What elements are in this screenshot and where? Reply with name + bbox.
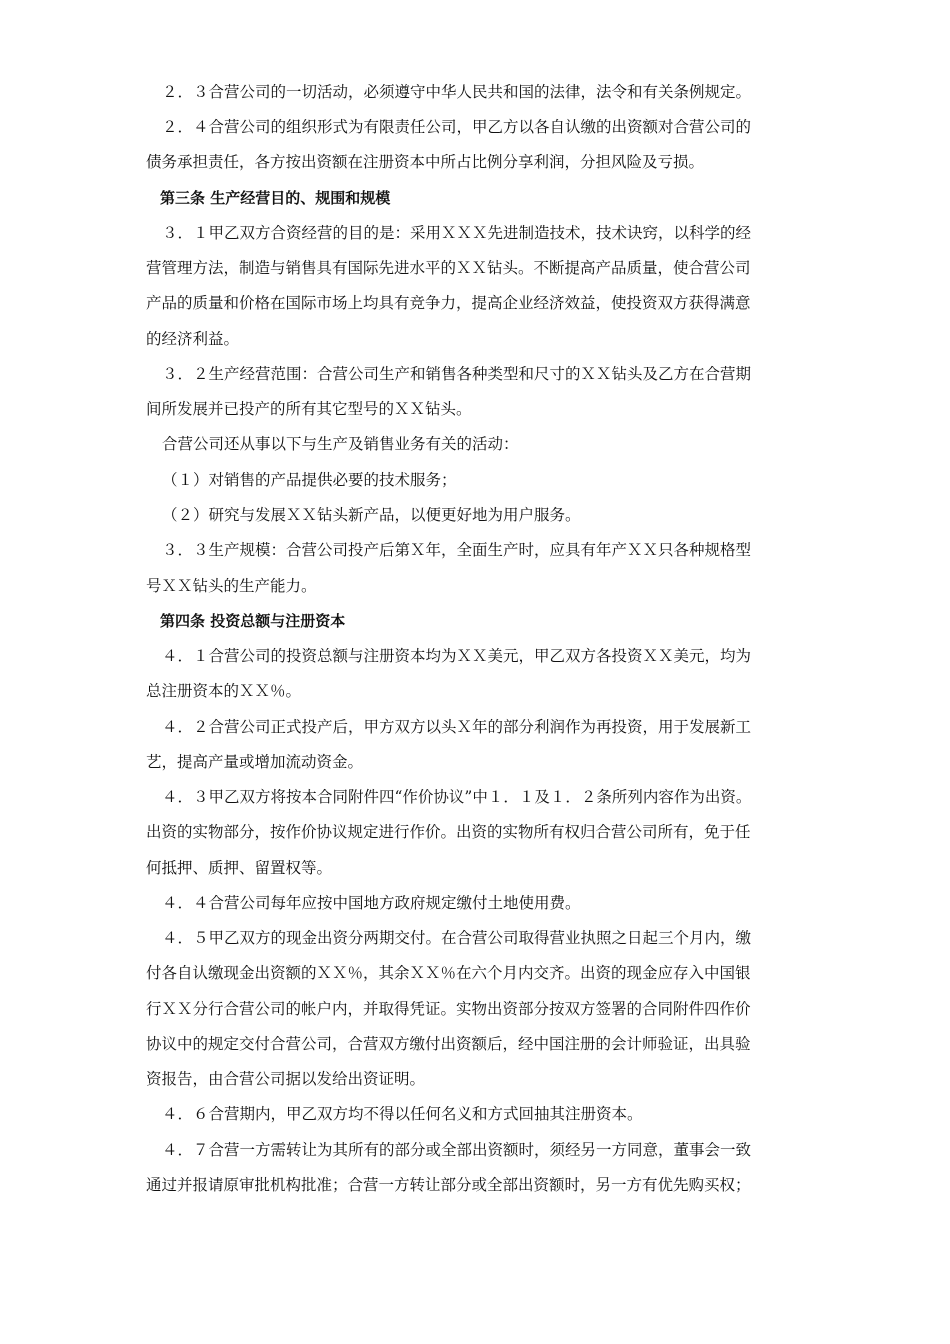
paragraph-4-6-line-1: ４．６合营期内，甲乙双方均不得以任何名义和方式回抽其注册资本。 <box>162 1105 643 1123</box>
paragraph-4-3-line-1: ４．３甲乙双方将按本合同附件四“作价协议”中１．１及１．２条所列内容作为出资。 <box>162 788 752 806</box>
paragraph-3-1-line-2: 营管理方法，制造与销售具有国际先进水平的ＸＸ钻头。不断提高产品质量，使合营公司 <box>146 259 751 277</box>
paragraph-3-1-line-4: 的经济利益。 <box>146 330 240 348</box>
paragraph-4-2-line-1: ４．２合营公司正式投产后，甲方双方以头Ｘ年的部分利润作为再投资，用于发展新工 <box>162 718 752 736</box>
paragraph-4-5-line-2: 付各自认缴现金出资额的ＸＸ％，其余ＸＸ％在六个月内交齐。出资的现金应存入中国银 <box>146 964 751 982</box>
paragraph-4-7-line-1: ４．７合营一方需转让为其所有的部分或全部出资额时，须经另一方同意，董事会一致 <box>162 1141 752 1159</box>
paragraph-4-5-line-4: 协议中的规定交付合营公司，合营双方缴付出资额后，经中国注册的会计师验证，出具验 <box>146 1035 751 1053</box>
paragraph-3-2-activities: 合营公司还从事以下与生产及销售业务有关的活动： <box>162 435 519 453</box>
article-4-heading: 第四条 投资总额与注册资本 <box>160 612 346 630</box>
paragraph-3-1-line-3: 产品的质量和价格在国际市场上均具有竞争力，提高企业经济效益，使投资双方获得满意 <box>146 294 751 312</box>
paragraph-3-3-line-2: 号ＸＸ钻头的生产能力。 <box>146 577 317 595</box>
paragraph-4-1-line-2: 总注册资本的ＸＸ％。 <box>146 682 302 700</box>
paragraph-3-3-line-1: ３．３生产规模：合营公司投产后第Ｘ年，全面生产时，应具有年产ＸＸ只各种规格型 <box>162 541 752 559</box>
paragraph-3-2-line-2: 间所发展并已投产的所有其它型号的ＸＸ钻头。 <box>146 400 472 418</box>
paragraph-4-5-line-5: 资报告，由合营公司据以发给出资证明。 <box>146 1070 426 1088</box>
paragraph-2-3-line-1: ２．３合营公司的一切活动，必须遵守中华人民共和国的法律，法令和有关条例规定。 <box>162 83 752 101</box>
paragraph-3-1-line-1: ３．１甲乙双方合资经营的目的是：采用ＸＸＸ先进制造技术，技术诀窍，以科学的经 <box>162 224 752 242</box>
paragraph-4-5-line-1: ４．５甲乙双方的现金出资分两期交付。在合营公司取得营业执照之日起三个月内，缴 <box>162 929 752 947</box>
paragraph-4-1-line-1: ４．１合营公司的投资总额与注册资本均为ＸＸ美元，甲乙双方各投资ＸＸ美元，均为 <box>162 647 752 665</box>
paragraph-4-3-line-3: 何抵押、质押、留置权等。 <box>146 859 333 877</box>
paragraph-4-5-line-3: 行ＸＸ分行合营公司的帐户内，并取得凭证。实物出资部分按双方签署的合同附件四作价 <box>146 1000 751 1018</box>
list-item-1: （１）对销售的产品提供必要的技术服务； <box>162 471 457 489</box>
paragraph-4-2-line-2: 艺，提高产量或增加流动资金。 <box>146 753 364 771</box>
list-item-2: （２）研究与发展ＸＸ钻头新产品，以便更好地为用户服务。 <box>162 506 581 524</box>
paragraph-4-3-line-2: 出资的实物部分，按作价协议规定进行作价。出资的实物所有权归合营公司所有，免于任 <box>146 823 751 841</box>
paragraph-3-2-line-1: ３．２生产经营范围：合营公司生产和销售各种类型和尺寸的ＸＸ钻头及乙方在合营期 <box>162 365 752 383</box>
paragraph-4-7-line-2: 通过并报请原审批机构批准；合营一方转让部分或全部出资额时，另一方有优先购买权； <box>146 1176 751 1194</box>
paragraph-2-4-line-1: ２．４合营公司的组织形式为有限责任公司，甲乙方以各自认缴的出资额对合营公司的 <box>162 118 752 136</box>
paragraph-4-4-line-1: ４．４合营公司每年应按中国地方政府规定缴付土地使用费。 <box>162 894 581 912</box>
article-3-heading: 第三条 生产经营目的、规围和规模 <box>160 189 391 207</box>
paragraph-2-4-line-2: 债务承担责任，各方按出资额在注册资本中所占比例分享利润，分担风险及亏损。 <box>146 153 705 171</box>
